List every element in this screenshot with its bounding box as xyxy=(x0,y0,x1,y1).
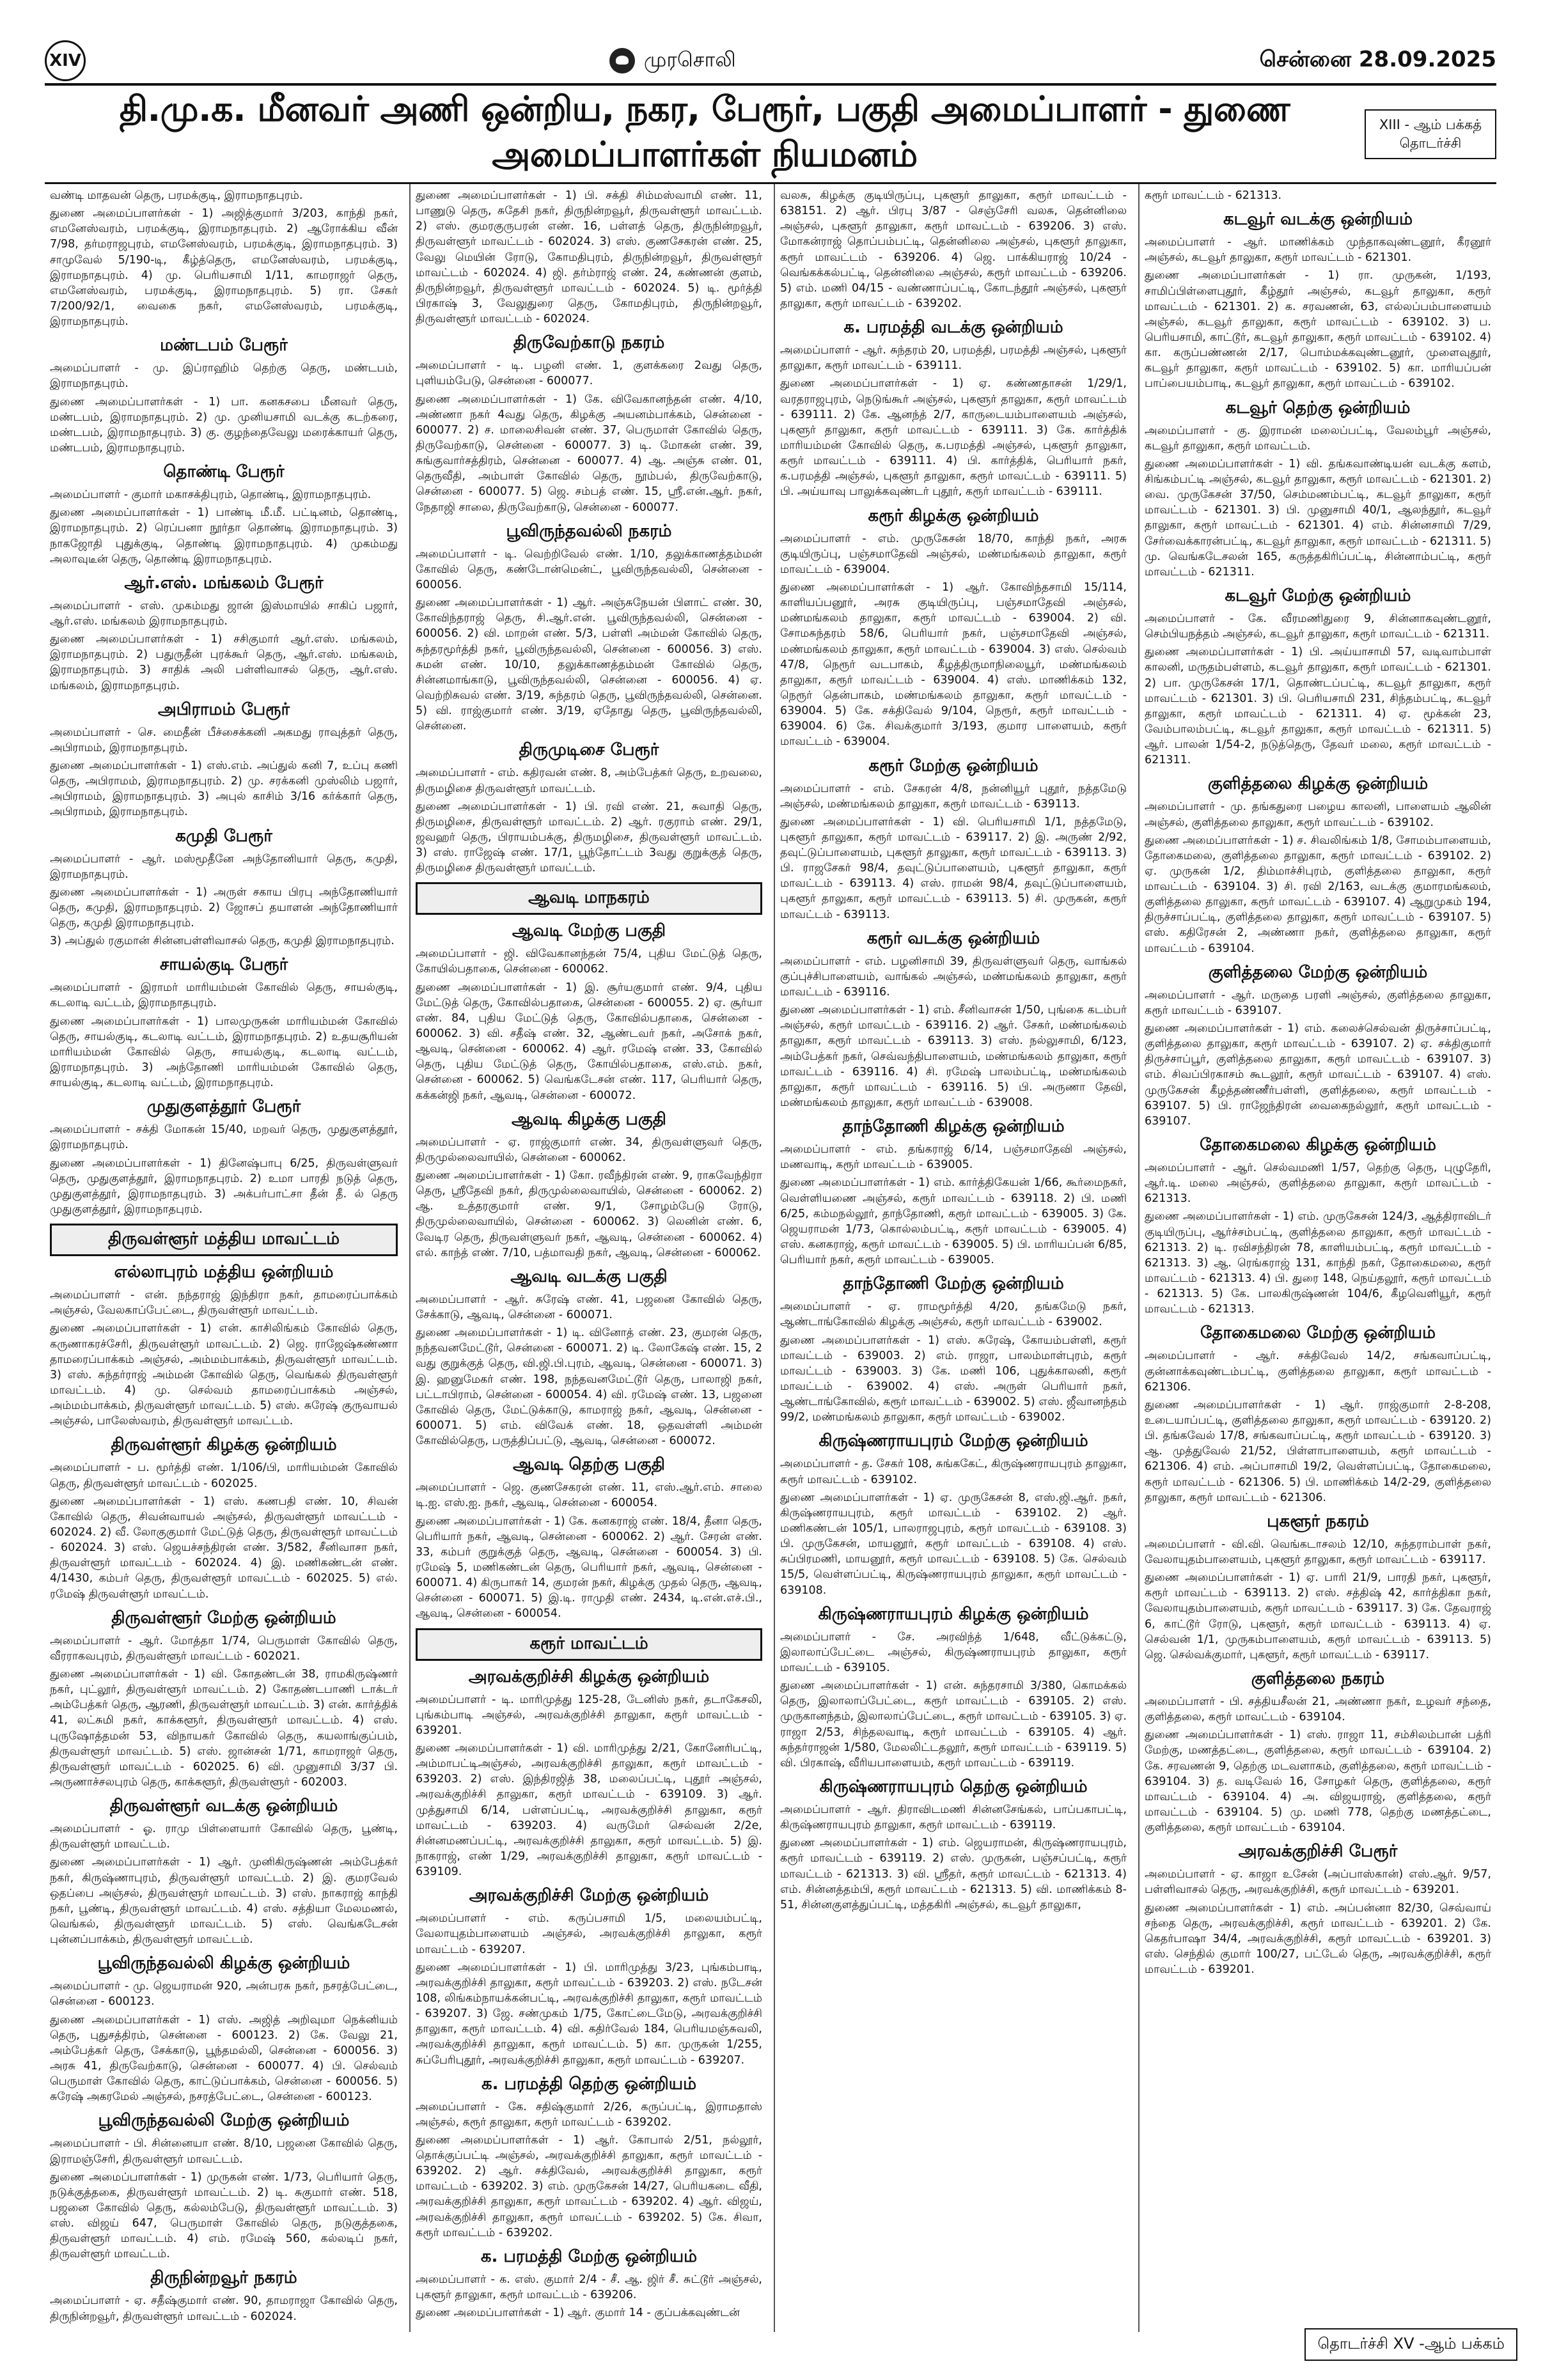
section xyxy=(780,1117,1127,1268)
appointment-paragraph: அமைப்பாளர் - மு. இப்ராஹிம் தெற்கு தெரு, மண்டபம், இராமநாதபுரம். xyxy=(50,362,398,391)
section xyxy=(50,1796,398,1947)
appointment-paragraph: துணை அமைப்பாளர்கள் - 1) பி. ரவி எண். 21, சுவாதி தெரு, திருமழிசை, திருவள்ளூர் மாவட்டம். 2) ஆர். ரகுராம் எண். 29/1, ஜவஹர் தெரு, பிராயம்பக்கு, திருமழிசை, திருவள்ளூர் மாவட்டம். 3) எஸ். ராஜேஷ் எண். 17/1, பூந்தோட்டம் 3வது குறுக்குத் தெரு, திருமழிசை திருவள்ளூர் மாவட்டம். xyxy=(416,800,762,875)
section-heading: முதுகுளத்தூர் பேரூர் xyxy=(146,1097,301,1117)
appointment-paragraph: அமைப்பாளர் - ஆர். மருதை பரளி அஞ்சல், குளித்தலை தாலுகா, கரூர் மாவட்டம் - 639107. xyxy=(1145,988,1491,1017)
section xyxy=(416,522,762,735)
appointment-paragraph: அமைப்பாளர் - ஓ. ராமு பிள்ளையார் கோவில் தெரு, பூண்டி, திருவள்ளூர் மாவட்டம். xyxy=(50,1823,398,1851)
appointment-paragraph: துணை அமைப்பாளர்கள் - 1) வி. பெரியசாமி 1/1, நத்தமேடு, புகளூர் தாலுகா, கரூர் மாவட்டம் - 639117. 2) இ. அருண் 2/92, தவுட்டுப்பாளையம், புகளூர் தாலுகா, கரூர் மாவட்டம் - 639113. 3) பி. ராஜசேகர் 98/4, தவுட்டுப்பாளையம், புகளூர் தாலுகா, கரூர் மாவட்டம் - 639113. 4) எஸ். ராமன் 98/4, தவுட்டுப்பாளையம், புகளூர் தாலுகா, கரூர் மாவட்டம் - 639113. 5) சி. முருகன், கரூர் மாவட்டம் - 639113. xyxy=(780,815,1127,921)
article-columns xyxy=(45,182,1496,2332)
appointment-paragraph: துணை அமைப்பாளர்கள் - 1) ஆர். முனிகிருஷ்ணன் அம்பேத்கர் நகர், கிருஷ்ணாபுரம், திருவள்ளூர் மாவட்டம். 2) இ. குமரவேல் ஒதப்பை அஞ்சல், திருவள்ளூர் மாவட்டம். 3) எஸ். நாகராஜ் காந்தி நகர், பூண்டி, திருவள்ளூர் மாவட்டம். 4) எஸ். சத்தியா மேலமணல், வெங்கல், திருவள்ளூர் மாவட்டம். 5) எஸ். வெங்கடேசன் புன்னப்பாக்கம், திருவள்ளூர் மாவட்டம். xyxy=(50,1856,398,1947)
appointment-paragraph: துணை அமைப்பாளர்கள் - 1) ஆர். அஞ்சுநேயன் பிளாட் எண். 30, கோவிந்தராஜ் தெரு, சி.ஆர்.என். பூவிருந்தவல்லி, சென்னை - 600056. 2) வி. மாறன் எண். 5/3, பள்ளி அம்மன் கோவில் தெரு, சுந்தரமூர்த்தி நகர், பூவிருந்தவல்லி, சென்னை - 600056. 3) எஸ். சுமன் எண். 10/10, தலுக்காணத்தம்மன் கோவில் தெரு, சின்னமாங்காடு, பூவிருந்தவல்லி, சென்னை - 600056. 4) ஏ. வெற்றிசுவல் எண். 3/19, சுந்தரம் தெரு, பூவிருந்தவல்லி, சென்னை. 5) வி. ராஜ்குமார் எண். 3/19, ஏதோது தெரு, பூவிருந்தவல்லி, சென்னை. xyxy=(416,596,762,733)
section-heading: கமுதி பேரூர் xyxy=(175,826,272,846)
section-heading: எல்லாபுரம் மத்திய ஒன்றியம் xyxy=(114,1263,334,1282)
appointment-paragraph: அமைப்பாளர் - ஜி. விவேகானந்தன் 75/4, புதிய மேட்டுத் தெரு, கோயில்பதாகை, சென்னை - 600062. xyxy=(416,947,762,976)
appointment-paragraph: அமைப்பாளர் - மு. ஜெயராமன் 920, அன்பரசு நகர், நசரத்பேட்டை, சென்னை - 600123. xyxy=(50,1980,398,2009)
section-heading: திருவேற்காடு நகரம் xyxy=(513,333,665,353)
column-3 xyxy=(774,184,1132,2332)
section-heading: சாயல்குடி பேரூர் xyxy=(159,955,288,975)
section-heading: ஆவடி கிழக்கு பகுதி xyxy=(512,1109,666,1129)
section xyxy=(416,1267,762,1449)
section-heading: ஆவடி மேற்கு பகுதி xyxy=(512,921,666,941)
section xyxy=(1145,1669,1491,1835)
section xyxy=(780,1274,1127,1425)
section xyxy=(1145,963,1491,1129)
appointment-paragraph: துணை அமைப்பாளர்கள் - 1) அஜித்குமார் 3/203, காந்தி நகர், எமனேஸ்வரம், பரமக்குடி, இராமநாதபுரம். 2) ஆரோக்கிய வீன் 7/98, தர்மராஜபுரம், எமனேஸ்வரம், பரமக்குடி, இராமநாதபுரம். 3) சாமுவேல் 5/190-டி, கீழ்த்தெரு, எமனேஸ்வரம், பரமக்குடி, இராமநாதபுரம். 4) மு. பெரியசாமி 1/11, காமராஜர் தெரு, எமனேஸ்வரம், பரமக்குடி, இராமநாதபுரம். 5) ரா. சேகர் 7/200/92/1, வைகை நகர், எமனேஸ்வரம், பரமக்குடி, இராமநாதபுரம். xyxy=(50,207,398,329)
section-heading: தாந்தோணி மேற்கு ஒன்றியம் xyxy=(843,1274,1064,1294)
appointment-paragraph: அமைப்பாளர் - ஆர். செல்வமணி 1/57, தெற்கு தெரு, புழுதேரி, ஆர்.டி. மலை அஞ்சல், குளித்தலை தாலுகா, கரூர் மாவட்டம் - 621313. xyxy=(1145,1162,1491,1206)
section xyxy=(50,2268,398,2324)
headline: தி.மு.க. மீனவர் அணி ஒன்றிய, நகர, பேரூர், பகுதி அமைப்பாளர் - துணை அமைப்பாளர்கள் நியமனம் xyxy=(119,89,1290,175)
appointment-paragraph: துணை அமைப்பாளர்கள் - 1) இ. சூர்யகுமார் எண். 9/4, புதிய மேட்டுத் தெரு, கோவில்பதாகை, சென்னை - 600055. 2) ஏ. சூர்யா எண். 84, புதிய மேட்டுத் தெரு, கோவில்பதாகை, சென்னை - 600062. 3) வி. சதீஷ் எண். 32, ஆண்டவர் நகர், அசோக் நகர், ஆவடி, சென்னை - 600062. 4) ஆர். ரமேஷ் எண். 33, கோவில் தெரு, புதிய மேட்டுத் தெரு, கோயில்பதாகை, எஸ்.எம். நகர், சென்னை - 600062. 5) வெங்கடேசன் எண். 117, பெரியார் தெரு, கக்கன்ஜி நகர், ஆவடி, சென்னை - 600072. xyxy=(416,981,762,1102)
section-heading: தாந்தோணி கிழக்கு ஒன்றியம் xyxy=(842,1117,1065,1137)
district-heading: கரூர் மாவட்டம் xyxy=(416,1628,762,1661)
appointment-paragraph: அமைப்பாளர் - டி. வெற்றிவேல் எண். 1/10, தலுக்காணத்தம்மன் கோவில் தெரு, கண்டோன்மென்ட், பூவிருந்தவல்லி, சென்னை - 600056. xyxy=(416,547,762,591)
section xyxy=(416,188,762,327)
section xyxy=(50,1097,398,1217)
appointment-paragraph: துணை அமைப்பாளர்கள் - 1) கே. விவேகானந்தன் எண். 4/10, அண்ணா நகர் 4வது தெரு, கிழக்கு அயனம்பாக்கம், சென்னை - 600077. 2) ச. மாலைசிவன் எண். 37, பெருமாள் கோவில் தெரு, திருவேற்காடு, சென்னை - 600077. 3) டி. மோகன் எண். 39, சுங்குவார்சத்திரம், சென்னை - 600077. 4) ஆ. அஞ்சு எண். 01, தெருவீதி, அம்பாள் கோவில் தெரு, நூம்பல், திருவேற்காடு, சென்னை - 600077. 5) ஜெ. சம்பத் எண். 15, ஸ்ரீ.என்.ஆர். நகர், நேதாஜி சாலை, திருவேற்காடு, சென்னை - 600077. xyxy=(416,393,762,514)
appointment-paragraph: துணை அமைப்பாளர்கள் - 1) ஏ. முருகேசன் 8, எஸ்.ஜி.ஆர். நகர், கிருஷ்ணராயபுரம், கரூர் மாவட்டம் - 639102. 2) ஆர். மணிகண்டன் 105/1, பாலராஜபுரம், கரூர் மாவட்டம் - 639108. 3) பி. முருகேசன், மாயனூர், கரூர் மாவட்டம் - 639108. 4) எஸ். சுப்பிரமணி, மாயனூர், கரூர் மாவட்டம் - 639108. 5) கே. செல்வம் 15/5, வெள்ளப்பட்டி, கிருஷ்ணராயபுரம் தாலுகா, கரூர் மாவட்டம் - 639108. xyxy=(780,1491,1127,1597)
appointment-paragraph: துணை அமைப்பாளர்கள் - 1) வி. தங்கவாண்டியன் வடக்கு களம், சிங்கம்பட்டி அஞ்சல், கடவூர் தாலுகா, கரூர் மாவட்டம் - 621301. 2) வை. முருகேசன் 37/50, செம்மணம்பட்டி, கடவூர் தாலுகா, கரூர் மாவட்டம் - 621301. 3) பி. முனுசாமி 40/1, ஆலந்தூர், கடவூர் தாலுகா, கரூர் மாவட்டம் - 621301. 4) எம். சின்னசாமி 7/29, சேர்வைக்காரன்பட்டி, கடவூர் தாலுகா, கரூர் மாவட்டம் - 621311. 5) மு. வெங்கடேசலன் 165, கருத்தகிரிப்பட்டி, சின்னாம்பட்டி, கரூர் மாவட்டம் - 621311. xyxy=(1145,457,1491,579)
appointment-paragraph: துணை அமைப்பாளர்கள் - 1) எஸ். அஜித் அறிவுமா நெக்னியம் தெரு, புதுசத்திரம், சென்னை - 600123. 2) கே. வேலு 21, அம்பேத்கர் தெரு, சேக்காடு, பூந்தமல்லி, சென்னை - 600056. 3) அரசு 41, திருவேற்காடு, சென்னை - 600077. 4) பி. செல்வம் பெருமாள் கோவில் தெரு, காட்டுப்பாக்கம், சென்னை - 600056. 5) சுரேஷ் அகரமேல் அஞ்சல், நசரத்பேட்டை, சென்னை - 600123. xyxy=(50,2013,398,2104)
appointment-paragraph: அமைப்பாளர் - ஏ. சதீஷ்குமார் எண். 90, தாமராஜா கோவில் தெரு, திருநின்றவூர், திருவள்ளூர் மாவட்டம் - 602024. xyxy=(50,2294,398,2323)
appointment-paragraph: துணை அமைப்பாளர்கள் - 1) எம். அப்பன்னா 82/30, செவ்வாய் சந்தை தெரு, அரவக்குறிச்சி, கரூர் மாவட்டம் - 639201. 2) கே. கெதர்பாஷா 34/4, அரவக்குறிச்சி, கரூர் மாவட்டம் - 639201. 3) எஸ். செந்தில் குமார் 100/27, பட்டேல் தெரு, அரவக்குறிச்சி, கரூர் மாவட்டம் - 639201. xyxy=(1145,1901,1491,1977)
section-heading: தோகைமலை கிழக்கு ஒன்றியம் xyxy=(1200,1135,1436,1155)
section-heading: அபிராமம் பேரூர் xyxy=(157,699,290,719)
section xyxy=(1145,1135,1491,1317)
section xyxy=(416,882,762,915)
section xyxy=(780,929,1127,1110)
appointment-paragraph: துணை அமைப்பாளர்கள் - 1) பா. கனகசபை மீனவர் தெரு, மண்டபம், இராமநாதபுரம். 2) மு. முனியசாமி வடக்கு கடற்கரை, மண்டபம், இராமநாதபுரம். 3) கு. குழந்தைவேலு மரைக்காயர் தெரு, மண்டபம், இராமநாதபுரம். xyxy=(50,395,398,455)
section xyxy=(416,1886,762,2067)
section-heading: தொண்டி பேரூர் xyxy=(163,462,285,482)
section xyxy=(50,827,398,949)
appointment-paragraph: துணை அமைப்பாளர்கள் - 1) ஆர். கோவிந்தசாமி 15/114, காளியப்பனூர், அரசு குடியிருப்பு, பஞ்சமாதேவி அஞ்சல், மண்மங்கலம் தாலுகா, கரூர் மாவட்டம் - 639004. 2) வி. சோமசுந்தரம் 58/6, பெரியார் நகர், பஞ்சமாதேவி அஞ்சல், மண்மங்கலம் தாலுகா, கரூர் மாவட்டம் - 639004. 3) எஸ். செல்வம் 47/8, நெரூர் வடபாகம், கீழத்திருமாநிலையூர், மண்மங்கலம் தாலுகா, கரூர் மாவட்டம் - 639004. 4) எஸ். மாணிக்கம் 132, நெரூர் தென்பாகம், மண்மங்கலம் தாலுகா, கரூர் மாவட்டம் - 639004. 5) கே. சக்திவேல் 9/104, நெரூர், கரூர் மாவட்டம் - 639004. 6) கே. சிவக்குமார் 3/193, குமார பாளையம், கரூர் மாவட்டம் - 639004. xyxy=(780,580,1127,749)
appointment-paragraph: துணை அமைப்பாளர்கள் - 1) பாண்டி மீ.மீ. பட்டினம், தொண்டி, இராமநாதபுரம். 2) ரெப்பனா நூர்தா தொண்டி இராமநாதபுரம். 3) நாகஜோதி புதுக்குடி, தொண்டி இராமநாதபுரம். 4) முகம்மது அலாவுடீன் தெரு, தொண்டி இராமநாதபுரம். xyxy=(50,506,398,566)
appointment-paragraph: அமைப்பாளர் - எம். சேகரன் 4/8, நன்னியூர் புதூர், நத்தமேடு அஞ்சல், மண்மங்கலம் தாலுகா, கரூர் மாவட்டம் - 639113. xyxy=(780,782,1127,811)
section-heading: திருமுடிசை பேரூர் xyxy=(519,740,659,760)
section xyxy=(780,506,1127,750)
appointment-paragraph: 3) அப்துல் ரகுமான் சின்னபள்ளிவாசல் தெரு, கமுதி இராமநாதபுரம். xyxy=(50,935,395,948)
appointment-paragraph: துணை அமைப்பாளர்கள் - 1) எம். ஜெயராமன், கிருஷ்ணராயபுரம், கரூர் மாவட்டம் - 639119. 2) எஸ். முருகன், பஞ்சப்பட்டி, கரூர் மாவட்டம் - 621313. 3) வி. ஸ்ரீதர், கரூர் மாவட்டம் - 621313. 4) எம். சின்னத்தம்பி, கரூர் மாவட்டம் - 621313. 5) வி. மாணிக்கம் 8-51, சின்னகுளத்துப்பட்டி, மத்தகிரி அஞ்சல், கடவூர் தாலுகா, xyxy=(780,1837,1127,1911)
headline-banner xyxy=(45,89,1496,175)
appointment-paragraph: துணை அமைப்பாளர்கள் - 1) அருள் சகாய பிரபு அந்தோணியார் தெரு, கமுதி, இராமநாதபுரம். 2) ஜோசப் தயாளன் அந்தோணியார் தெரு, கமுதி இராமநாதபுரம். xyxy=(50,885,398,930)
section xyxy=(1145,1512,1491,1663)
appointment-paragraph: துணை அமைப்பாளர்கள் - 1) ஏ. பாரி 21/9, பாரதி நகர், புகளூர், கரூர் மாவட்டம் - 639113. 2) எஸ். சத்திஷ் 42, கார்த்திகா நகர், வேலாயுதம்பாளையம், கரூர் மாவட்டம் - 639117. 3) கே. தேவராஜ் 6, காட்டூர் ரோடு, புகளூர், கரூர் மாவட்டம் - 639113. 4) ஏ. செல்வன் 1/1, முருகம்பாளையம், கரூர் மாவட்டம் - 639113. 5) ஜெ. செல்வக்குமார், புகளூர், கரூர் மாவட்டம் - 639117. xyxy=(1145,1571,1491,1661)
appointment-paragraph: அமைப்பாளர் - ஏ. ராமமூர்த்தி 4/20, தங்கமேடு நகர், ஆண்டாங்கோவில் கிழக்கு அஞ்சல், கரூர் மாவட்டம் - 639002. xyxy=(780,1300,1127,1329)
section-heading: அரவக்குறிச்சி கிழக்கு ஒன்றியம் xyxy=(468,1667,710,1686)
appointment-paragraph: அமைப்பாளர் - எம். முருகேசன் 18/70, காந்தி நகர், அரசு குடியிருப்பு, பஞ்சமாதேவி அஞ்சல், மண்மங்கலம் தாலுகா, கரூர் மாவட்டம் - 639004. xyxy=(780,532,1127,576)
appointment-paragraph: துணை அமைப்பாளர்கள் - 1) டி. வினோத் எண். 23, குமரன் தெரு, நந்தவனமேட்டூர், சென்னை - 600071. 2) டி. லோகேஷ் எண். 15, 2 வது குறுக்குத் தெரு, வி.ஜி.பி.புரம், ஆவடி, சென்னை - 600071. 3) இ. ஹனுமேகர் எண். 198, நந்தவனமேட்டூர் தெரு, பாலாஜி நகர், பட்டாபிராம், சென்னை - 600054. 4) வி. ரமேஷ் எண். 13, பஜனை கோவில் தெரு, மேட்டுக்காடு, காமராஜ் நகர், ஆவடி, சென்னை - 600071. 5) எம். விவேக் எண். 18, ஒதவள்ளி அம்மன் கோவில்தெரு, பருத்திப்பட்டு, ஆவடி, சென்னை - 600072. xyxy=(416,1326,762,1448)
appointment-paragraph: அமைப்பாளர் - பி. சின்னையா எண். 8/10, பஜனை கோவில் தெரு, இராமஞ்சேரி, திருவள்ளூர் மாவட்டம். xyxy=(50,2137,398,2166)
section xyxy=(50,2111,398,2262)
section-heading: ஆர்.எஸ். மங்கலம் பேரூர் xyxy=(124,573,324,593)
section-heading: பூவிருந்தவல்லி கிழக்கு ஒன்றியம் xyxy=(97,1954,350,1973)
section-heading: மண்டபம் பேரூர் xyxy=(160,336,288,355)
section xyxy=(416,2247,762,2321)
section xyxy=(50,955,398,1091)
section-heading: க. பரமத்தி தெற்கு ஒன்றியம் xyxy=(481,2074,696,2094)
appointment-paragraph: அமைப்பாளர் - எம். தங்கராஜ் 6/14, பஞ்சமாதேவி அஞ்சல், மணவாடி, கரூர் மாவட்டம் - 639005. xyxy=(780,1143,1127,1172)
appointment-paragraph: துணை அமைப்பாளர்கள் - 1) ரா. முருகன், 1/193, சாமிப்பிள்ளைபுதூர், கீழ்தூர் அஞ்சல், கடவூர் தாலுகா, கரூர் மாவட்டம் - 621301. 2) க. சரவணன், 63, எல்லப்பம்பாளையம் அஞ்சல், கடவூர் தாலுகா, கரூர் மாவட்டம் - 639102. 3) ப. பெரியசாமி, காட்டூர், கடவூர் தாலுகா, கரூர் மாவட்டம் - 639102. 4) கா. கருப்பண்ணன் 2/17, பொம்மக்கவுண்டனூர், முளைவுதூர், கடவூர் தாலுகா, கரூர் மாவட்டம் - 639102. 5) கா. மாரியப்பன் பாப்பையம்பாடி, கடவூர் தாலுகா, கரூர் மாவட்டம் - 639102. xyxy=(1145,269,1491,391)
section-heading: பூவிருந்தவல்லி நகரம் xyxy=(506,521,672,541)
section-heading: கிருஷ்ணராயபுரம் கிழக்கு ஒன்றியம் xyxy=(818,1604,1089,1624)
appointment-paragraph: துணை அமைப்பாளர்கள் - 1) எஸ். கணபதி எண். 10, சிவன் கோவில் தெரு, சிவன்வாயல் அஞ்சல், திருவள்ளூர் மாவட்டம் - 602024. 2) வீ. லோகுகுமார் மேட்டுத் தெரு, திருவள்ளூர் மாவட்டம் - 602024. 3) எஸ். ஜெயச்சந்திரன் எண். 3/582, சீனிவாசா நகர், திருவள்ளூர் மாவட்டம் - 602024. 4) இ. மணிகண்டன் எண். 4/1430, கம்பர் தெரு, திருவள்ளூர் மாவட்டம் - 602025. 5) எல். ரமேஷ் திருவள்ளூர் மாவட்டம். xyxy=(50,1495,398,1601)
paper-name: முரசொலி xyxy=(643,47,736,72)
section xyxy=(50,188,398,329)
appointment-paragraph: துணை அமைப்பாளர்கள் - 1) என். காசிலிங்கம் கோவில் தெரு, கருணாகரச்சேரி, திருவள்ளூர் மாவட்டம். 2) ஜெ. ராஜேஷ்கண்ணா தாமரைப்பாக்கம் அஞ்சல், அம்மம்பாக்கம், திருவள்ளூர் மாவட்டம். 3) எஸ். சுந்தர்ராஜ் அம்மன் கோவில் தெரு, வெங்கல் திருவள்ளூர் மாவட்டம். 4) மு. செல்வம் தாமரைப்பாக்கம் அஞ்சல், அம்மம்பாக்கம், திருவள்ளூர் மாவட்டம். 5) எஸ். சுரேஷ் குருவாயல் அஞ்சல், பாலேஸ்வரம், திருவள்ளூர் மாவட்டம். xyxy=(50,1322,398,1428)
appointment-paragraph: வண்டி மாதவன் தெரு, பரமக்குடி, இராமநாதபுரம். xyxy=(50,189,303,202)
appointment-paragraph: துணை அமைப்பாளர்கள் - 1) எஸ். ராஜா 11, சம்சிலம்பான் பத்ரி மேற்கு, மணத்தட்டை, குளித்தலை, கரூர் மாவட்டம் - 639104. 2) கே. சரவணன் 9, தெற்கு மடவளாகம், குளித்தலை, கரூர் மாவட்டம் - 639104. 3) த. வடிவேல் 16, சோழகர் தெரு, குளித்தலை, கரூர் மாவட்டம் - 639104. 4) அ. விஜயராஜ், குளித்தலை, கரூர் மாவட்டம் - 639104. 5) மு. மணி 778, தெற்கு மணத்தட்டை, குளித்தலை, கரூர் மாவட்டம் - 639104. xyxy=(1145,1729,1491,1835)
section-heading: அரவக்குறிச்சி பேரூர் xyxy=(1238,1842,1398,1862)
masthead xyxy=(86,47,1260,74)
section xyxy=(50,573,398,694)
appointment-paragraph: அமைப்பாளர் - சே. அரவிந்த் 1/648, வீட்டுக்கட்டு, இலாலாப்பேட்டை அஞ்சல், கிருஷ்ணராயபுரம் தாலுகா, கரூர் மாவட்டம் - 639105. xyxy=(780,1630,1127,1674)
appointment-paragraph: துணை அமைப்பாளர்கள் - 1) எம். முருகேசன் 124/3, ஆத்திராவிடர் குடியிருப்பு, ஆர்ச்சம்பட்டி, குளித்தலை தாலுகா, கரூர் மாவட்டம் - 621313. 2) டி. ரவிசந்திரன் 78, காளியம்பட்டி, கரூர் மாவட்டம் - 621313. 3) ஆ. ரெங்கராஜ் 131, காந்தி நகர், தோகைமலை, கரூர் மாவட்டம் - 621313. 4) பி. துரை 148, நெய்தலூர், கரூர் மாவட்டம் - 621313. 5) கே. பாலகிருஷ்ணன் 104/6, கீழவெளியூர், கரூர் மாவட்டம் - 621313. xyxy=(1145,1210,1491,1316)
appointment-paragraph: அமைப்பாளர் - ஆர். சுரேஷ் எண். 41, பஜனை கோவில் தெரு, சேக்காடு, ஆவடி, சென்னை - 600071. xyxy=(416,1293,762,1322)
appointment-paragraph: துணை அமைப்பாளர்கள் - 1) பி. அய்யாசாமி 57, வடிவாம்பாள் காலனி, மருதம்பள்ளம், கடவூர் தாலுகா, கரூர் மாவட்டம் - 621301. 2) பா. முருகேசன் 17/1, தொண்டப்பட்டி, கடவூர் தாலுகா, கரூர் மாவட்டம் - 621301. 3) பி. பெரியசாமி 231, சிந்தம்பட்டி, கடவூர் தாலுகா, கரூர் மாவட்டம் - 621311. 4) ஏ. மூக்கன் 23, வேம்பாலம்பட்டி, கடவூர் தாலுகா, கரூர் மாவட்டம் - 621311. 5) ஆர். பாலன் 1/54-2, நடுத்தெரு, தேவர் மலை, கரூர் மாவட்டம் - 621311. xyxy=(1145,646,1491,767)
appointment-paragraph: வலசு, கிழக்கு குடியிருப்பு, புகளூர் தாலுகா, கரூர் மாவட்டம் - 638151. 2) ஆர். பிரபு 3/87 - செஞ்சேரி வலசு, தென்னிலை அஞ்சல், புகளூர் தாலுகா, கரூர் மாவட்டம் - 639206. 3) எஸ். மோகன்ராஜ் தொப்பம்பட்டி, தென்னிலை அஞ்சல், புகளூர் தாலுகா, கரூர் மாவட்டம் - 639206. 4) ஜெ. பாக்கியராஜ் 10/24 - வெங்கக்கல்பட்டி, தென்னிலை அஞ்சல், கரூர் மாவட்டம் - 639206. 5) எம். மணி 04/15 - வண்ணாப்பட்டி, கோடந்தூர் அஞ்சல், புகளூர் தாலுகா, கரூர் மாவட்டம் - 639202. xyxy=(780,189,1127,310)
section xyxy=(780,1605,1127,1771)
section-heading: கரூர் கிழக்கு ஒன்றியம் xyxy=(868,506,1039,525)
section-heading: கிருஷ்ணராயபுரம் மேற்கு ஒன்றியம் xyxy=(818,1431,1088,1451)
appointment-paragraph: அமைப்பாளர் - மு. தங்கதுரை பழைய காலனி, பாளையம் ஆலின் அஞ்சல், குளித்தலை தாலுகா, கரூர் மாவட்டம் - 639102. xyxy=(1145,800,1491,829)
appointment-paragraph: துணை அமைப்பாளர்கள் - 1) என். சுந்தரசாமி 3/380, கொமக்கல் தெரு, இலாலாப்பேட்டை, கரூர் மாவட்டம் - 639105. 2) எஸ். முருகானந்தம், இலாலாப்பேட்டை, கரூர் மாவட்டம் - 639105. 3) ஏ. ராஜா 2/53, சிந்தலவாடி, கரூர் மாவட்டம் - 639105. 4) ஆர். சுந்தர்ராஜன் 1/580, மேலலிட்டதலூர், கரூர் மாவட்டம் - 639119. 5) வி. பிரகாஷ், வீரியபாளையம், கரூர் மாவட்டம் - 639119. xyxy=(780,1679,1127,1769)
column-1 xyxy=(45,184,403,2332)
appointment-paragraph: அமைப்பாளர் - பி. சத்தியசீலன் 21, அண்ணா நகர், உழவர் சந்தை, குளித்தலை, கரூர் மாவட்டம் - 639104. xyxy=(1145,1695,1491,1724)
appointment-paragraph: அமைப்பாளர் - வி.வி. வெங்கடாசலம் 12/10, சுந்தராம்பாள் நகர், வேலாயுதம்பாளையம், புகளூர் தாலுகா, கரூர் மாவட்டம் - 639117. xyxy=(1145,1537,1491,1566)
section-heading: ஆவடி தெற்கு பகுதி xyxy=(513,1455,665,1475)
continued-from-box: XIII - ஆம் பக்கத் தொடர்ச்சி xyxy=(1365,109,1496,160)
section-heading: குளித்தலை நகரம் xyxy=(1251,1668,1385,1688)
appointment-paragraph: அமைப்பாளர் - ஏ. காஜா உசேன் (அப்பாஸ்கான்) எஸ்.ஆர். 9/57, பள்ளிவாசல் தெரு, அரவக்குறிச்சி, கரூர் மாவட்டம் - 639201. xyxy=(1145,1868,1491,1897)
section-heading: அரவக்குறிச்சி மேற்கு ஒன்றியம் xyxy=(469,1886,709,1906)
appointment-paragraph: அமைப்பாளர் - டி. பழனி எண். 1, குளக்கரை 2வது தெரு, புளியம்பேடு, சென்னை - 600077. xyxy=(416,359,762,388)
appointment-paragraph: துணை அமைப்பாளர்கள் - 1) எஸ்.எம். அப்துல் கனி 7, உப்பு கணி தெரு, அபிராமம், இராமநாதபுரம். 2) மு. சரக்கனி முஸ்லிம் பஜார், அபிராமம், இராமநாதபுரம். 3) அபுல் காசிம் 3/16 கர்க்கார் தெரு, அபிராமம், இராமநாதபுரம். xyxy=(50,759,398,819)
section-heading: திருநின்றவூர் நகரம் xyxy=(150,2268,297,2288)
section-heading: பூவிருந்தவல்லி மேற்கு ஒன்றியம் xyxy=(98,2111,350,2131)
appointment-paragraph: துணை அமைப்பாளர்கள் - 1) ஆர். கோபால் 2/51, நல்லூர், தொக்குப்பட்டி அஞ்சல், அரவக்குறிச்சி தாலுகா, கரூர் மாவட்டம் - 639202. 2) ஆர். சக்திவேல், அரவக்குறிச்சி தாலுகா, கரூர் மாவட்டம் - 639202. 3) எம். முருகேசன் 14/27, பெரியகடை வீதி, அரவக்குறிச்சி தாலுகா, கரூர் மாவட்டம் - 639202. 4) ஆர். விஜய், அரவக்குறிச்சி தாலுகா, கரூர் மாவட்டம் - 639202. 5) கே. சிவா, கரூர் மாவட்டம் - 639202. xyxy=(416,2133,762,2239)
section xyxy=(50,1263,398,1429)
section xyxy=(416,333,762,515)
section xyxy=(416,2074,762,2241)
appointment-paragraph: அமைப்பாளர் - குமார் மகாசக்திபுரம், தொண்டி, இராமநாதபுரம். xyxy=(50,488,372,502)
appointment-paragraph: அமைப்பாளர் - ஆர். திராவிடமணி சின்னசேங்கல், பாப்பகாபட்டி, கிருஷ்ணராயபுரம் தாலுகா, கரூர் மாவட்டம் - 639119. xyxy=(780,1803,1127,1832)
appointment-paragraph: துணை அமைப்பாளர்கள் - 1) வி. மாரிமுத்து 2/21, கோனேரிபட்டி, அம்மாபட்டிஅஞ்சல், அரவக்குறிச்சி தாலுகா, கரூர் மாவட்டம் - 639203. 2) எஸ். இந்திரஜித் 38, மலைப்பட்டி, புதூர் அஞ்சல், அரவக்குறிச்சி தாலுகா, கரூர் மாவட்டம் - 639109. 3) ஆர். முத்துசாமி 6/14, பள்ளப்பட்டி, அரவக்குறிச்சி தாலுகா, கரூர் மாவட்டம் - 639203. 4) வருமேர் செல்வன் 2/2e, சின்னமணப்பட்டி, அரவக்குறிச்சி தாலுகா, கரூர் மாவட்டம். 5) இ. நாகராஜ், எண் 1/29, அரவக்குறிச்சி தாலுகா, கரூர் மாவட்டம் - 639109. xyxy=(416,1741,762,1879)
section xyxy=(1145,774,1491,956)
section-heading: கடவூர் வடக்கு ஒன்றியம் xyxy=(1223,210,1413,229)
section xyxy=(50,700,398,820)
district-heading: ஆவடி மாநகரம் xyxy=(416,882,762,915)
appointment-paragraph: அமைப்பாளர் - ஏ. ராஜ்குமார் எண். 34, திருவள்ளுவர் தெரு, திருமுல்லைவாயில், சென்னை - 600062. xyxy=(416,1135,762,1164)
section-heading: குளித்தலை கிழக்கு ஒன்றியம் xyxy=(1207,774,1429,794)
appointment-paragraph: துணை அமைப்பாளர்கள் - 1) முருகன் எண். 1/73, பெரியார் தெரு, நடுக்குத்தகை, திருவள்ளூர் மாவட்டம். 2) டி. சுகுமார் எண். 518, பஜனை கோவில் தெரு, கல்லம்பேடு, திருவள்ளூர் மாவட்டம். 3) எஸ். விஜய் 647, பெருமாள் கோவில் தெரு, நடுகுத்தகை, திருவள்ளூர் மாவட்டம். 4) எம். ரமேஷ் 560, கல்லடிப் நகர், திருவள்ளூர் மாவட்டம். xyxy=(50,2170,398,2261)
section xyxy=(416,1667,762,1880)
appointment-paragraph: துணை அமைப்பாளர்கள் - 1) ஆர். ராஜ்குமார் 2-8-208, உடையாப்பட்டி, குளித்தலை தாலுகா, கரூர் மாவட்டம் - 639120. 2) பி. தங்கவேல் 17/8, சங்கவாப்பட்டி, கரூர் மாவட்டம் - 639120. 3) ஆ. முத்துவேல் 21/52, பிள்ளாபாளையம், கரூர் மாவட்டம் - 621306. 4) எம். அப்பாசாமி 19/2, வெள்ளப்பட்டி, தோகைமலை, கரூர் மாவட்டம் - 621306. 5) பி. மாணிக்கம் 14/2-29, குளித்தலை தாலுகா, கரூர் மாவட்டம் - 621306. xyxy=(1145,1398,1491,1504)
appointment-paragraph: அமைப்பாளர் - கு. இராமன் மலைப்பட்டி, வேலம்பூர் அஞ்சல், கடவூர் தாலுகா, கரூர் மாவட்டம். xyxy=(1145,424,1491,453)
section xyxy=(1145,210,1491,391)
section xyxy=(1145,586,1491,768)
section xyxy=(780,188,1127,311)
section xyxy=(1145,1323,1491,1505)
elephant-logo-icon xyxy=(609,48,635,74)
appointment-paragraph: அமைப்பாளர் - கே. சதிஷ்குமார் 2/26, கருப்பட்டி, இராமதாஸ் அஞ்சல், கரூர் தாலுகா, கரூர் மாவட்டம் - 639202. xyxy=(416,2100,762,2129)
appointment-paragraph: அமைப்பாளர் - கே. வீரமணிதுரை 9, சின்னாகவுண்டனூர், செம்பியநத்தம் அஞ்சல், கடவூர் தாலுகா, கரூர் மாவட்டம் - 621311. xyxy=(1145,612,1491,641)
appointment-paragraph: துணை அமைப்பாளர்கள் - 1) எம். கார்த்திகேயன் 1/66, கூர்மைநகர், வெள்ளியணை அஞ்சல், கரூர் மாவட்டம் - 639118. 2) பி. மணி 6/25, கம்மநல்லூர், தாந்தோணி, கரூர் மாவட்டம் - 639005. 3) கே. ஜெயராமன் 1/73, கொல்லம்பட்டி, கரூர் மாவட்டம் - 639005. 4) எஸ். கனகராஜ், கரூர் மாவட்டம் - 639005. 5) பி. மாரியப்பன் 6/85, பெரியார் நகர், கரூர் மாவட்டம் - 639005. xyxy=(780,1176,1127,1267)
section xyxy=(780,1777,1127,1913)
appointment-paragraph: அமைப்பாளர் - என். நந்தராஜ் இந்திரா நகர், தாமரைப்பாக்கம் அஞ்சல், வேலகாப்பேட்டை, திருவள்ளூர் மாவட்டம். xyxy=(50,1289,398,1318)
appointment-paragraph: துணை அமைப்பாளர்கள் - 1) கே. கனகராஜ் எண். 18/4, தீனா தெரு, பெரியார் நகர், ஆவடி, சென்னை - 600062. 2) ஆர். சேரன் எண். 33, கம்பர் குறுக்குத் தெரு, ஆவடி, சென்னை - 600054. 3) பி. ரமேஷ் 5, மணிகண்டன் தெரு, பெரியார் நகர், ஆவடி, சென்னை - 600071. 4) கிருபாகர் 14, குமரன் நகர், கிழக்கு முதல் தெரு, ஆவடி, சென்னை - 600071. 5) இ.டி. ராமுதி எண். 2434, டி.என்.எச்.பி., ஆவடி, சென்னை - 600054. xyxy=(416,1514,762,1621)
section xyxy=(780,1431,1127,1598)
column-2 xyxy=(409,184,767,2332)
section-heading: கடவூர் தெற்கு ஒன்றியம் xyxy=(1225,398,1411,417)
section-heading: திருவள்ளூர் கிழக்கு ஒன்றியம் xyxy=(111,1435,337,1455)
appointment-paragraph: அமைப்பாளர் - எம். கருப்பசாமி 1/5, மலையம்பட்டி, வேலாயுதம்பாளையம் அஞ்சல், அரவக்குறிச்சி தாலுகா, கரூர் மாவட்டம் - 639207. xyxy=(416,1912,762,1956)
appointment-paragraph: துணை அமைப்பாளர்கள் - 1) தினேஷ்பாபு 6/25, திருவள்ளுவர் தெரு, முதுகுளத்தூர், இராமநாதபுரம். 2) உமா பாரதி நடுத் தெரு, முதுகுளத்தூர், இராமநாதபுரம். 3) அக்பர்பாட்சா தீன் தீ. ல் தெரு முதுகுளத்தூர், இராமநாதபுரம். xyxy=(50,1156,398,1217)
section-heading: குளித்தலை மேற்கு ஒன்றியம் xyxy=(1208,962,1428,982)
appointment-paragraph: அமைப்பாளர் - ஆர். சுந்தரம் 20, பரமத்தி, பரமத்தி அஞ்சல், புகளூர் தாலுகா, கரூர் மாவட்டம் - 639111. xyxy=(780,344,1127,373)
section-heading: கிருஷ்ணராயபுரம் தெற்கு ஒன்றியம் xyxy=(819,1777,1088,1796)
appointment-paragraph: துணை அமைப்பாளர்கள் - 1) பி. மாரிமுத்து 3/23, புங்கம்பாடி, அரவக்குறிச்சி தாலுகா, கரூர் மாவட்டம் - 639203. 2) எஸ். நடேசன் 108, லிங்கம்நாயக்கன்பட்டி, அரவக்குறிச்சி தாலுகா, கரூர் மாவட்டம் - 639207. 3) ஜே. சண்முகம் 1/75, கோட்டைமேடு, அரவக்குறிச்சி தாலுகா, கரூர் மாவட்டம். 4) வி. கதிர்வேல் 184, பெரியமஞ்சுவலி, அரவக்குறிச்சி தாலுகா, கரூர் மாவட்டம். 5) கா. முருகன் 1/255, சுப்பேரிபுதூர், அரவக்குறிச்சி தாலுகா, கரூர் மாவட்டம் - 639207. xyxy=(416,1961,762,2067)
section xyxy=(50,1435,398,1601)
appointment-paragraph: துணை அமைப்பாளர்கள் - 1) பி. சக்தி சிம்மஸ்வாமி எண். 11, பாணுடு தெரு, சுதேசி நகர், திருநின்றவூர், திருவள்ளூர் மாவட்டம். 2) எஸ். குமரகுருபரன் எண். 16, பள்ளத் தெரு, திருநின்றவூர், திருவள்ளூர் மாவட்டம் - 602024. 3) எஸ். குணசேகரன் எண். 25, வேலு மெயின் ரோடு, கோமதிபுரம், திருநின்றவூர், திருவள்ளூர் மாவட்டம் - 602024. 4) ஜி. தர்ம்ராஜ் எண். 24, கண்ணன் குளம், திருநின்றவூர், திருவள்ளூர் மாவட்டம் - 602024. 5) டி. மூர்த்தி பிரகாஷ் 3, வேலுதுரை தெரு, கோமதிபுரம், திருநின்றவூர், திருவள்ளூர் மாவட்டம் - 602024. xyxy=(416,189,762,326)
section xyxy=(780,756,1127,922)
district-heading: திருவள்ளூர் மத்திய மாவட்டம் xyxy=(50,1224,398,1256)
appointment-paragraph: அமைப்பாளர் - ஆர். சக்திவேல் 14/2, சங்கவாப்பட்டி, குன்னாக்கவுண்டம்பட்டி, குளித்தலை தாலுகா, கரூர் மாவட்டம் - 621306. xyxy=(1145,1349,1491,1394)
appointment-paragraph: துணை அமைப்பாளர்கள் - 1) ஏ. கண்ணதாசன் 1/29/1, வரதராஜபுரம், நெடுங்கூர் அஞ்சல், புகளூர் தாலுகா, கரூர் மாவட்டம் - 639111. 2) கே. ஆனந்த் 2/7, காருடையம்பாளையம் அஞ்சல், புகளூர் தாலுகா, கரூர் மாவட்டம் - 639111. 3) கே. கார்த்திக் மாரியம்மன் கோவில் தெரு, க.பரமத்தி அஞ்சல், புகளூர் தாலுகா, கரூர் மாவட்டம் - 639111. 4) பி. கார்த்திக், பெரியார் நகர், க.பரமத்தி அஞ்சல், புகளூர் தாலுகா, கரூர் மாவட்டம் - 639111. 5) பி. அய்யாவு பாலுக்கவுண்டர் புதூர், கரூர் மாவட்டம் - 639111. xyxy=(780,377,1127,499)
page-header xyxy=(45,38,1496,86)
appointment-paragraph: அமைப்பாளர் - செ. மைதீன் பீச்சைக்கனி அகமது ராவுத்தர் தெரு, அபிராமம், இராமநாதபுரம். xyxy=(50,726,398,754)
section-heading: கடவூர் மேற்கு ஒன்றியம் xyxy=(1225,586,1411,605)
appointment-paragraph: துணை அமைப்பாளர்கள் - 1) எஸ். சுரேஷ், கோயம்பள்ளி, கரூர் மாவட்டம் - 639003. 2) எம். ராஜா, பாலம்மாள்புரம், கரூர் மாவட்டம் - 639003. 3) கே. மணி 106, புதுக்காலனி, கரூர் மாவட்டம் - 639002. 4) எஸ். அருள் பெரியார் நகர், ஆண்டாங்கோவில், கரூர் மாவட்டம் - 639002. 5) எஸ். ஜீவானந்தம் 99/2, மண்மங்கலம் தாலுகா, கரூர் மாவட்டம் - 639002. xyxy=(780,1334,1127,1424)
section xyxy=(1145,398,1491,580)
appointment-paragraph: அமைப்பாளர் - ஆர். மாணிக்கம் முந்தாகவுண்டனூர், கீரனூர் அஞ்சல், கடவூர் தாலுகா, கரூர் மாவட்டம் - 621301. xyxy=(1145,236,1491,265)
appointment-paragraph: துணை அமைப்பாளர்கள் - 1) எம். கலைச்செல்வன் திருச்சாப்பட்டி, குளித்தலை தாலுகா, கரூர் மாவட்டம் - 639107. 2) ஏ. சக்திகுமார் திருச்சாப்பூர், குளித்தலை தாலுகா, கரூர் மாவட்டம் - 639107. 3) எம். சிவப்பிரகாசம் கூடலூர், கரூர் மாவட்டம் - 639107. 4) எஸ். முருகேசன் கீழத்தண்ணீர்பள்ளி, குளித்தலை, கரூர் மாவட்டம் - 639107. 5) பி. ராஜேந்திரன் வைகைநல்லூர், கரூர் மாவட்டம் - 639107. xyxy=(1145,1022,1491,1128)
appointment-paragraph: துணை அமைப்பாளர்கள் - 1) கோ. ரவீந்திரன் எண். 9, ராகவேந்திரா தெரு, ஸ்ரீதேவி நகர், திருமுல்லைவாயில், சென்னை - 600062. 2) ஆ. உத்தரகுமார் எண். 9/1, சோழம்பேடு ரோடு, திருமுல்லைவாயில், சென்னை - 600062. 3) லெனின் எண். 6, வேடிர தெரு, திருவள்ளுவர் நகர், ஆவடி, சென்னை - 600062. 4) எல். காந்த் எண். 7/10, பத்மாவதி நகர், ஆவடி, சென்னை - 600062. xyxy=(416,1169,762,1259)
appointment-paragraph: துணை அமைப்பாளர்கள் - 1) பாலமுருகன் மாரியம்மன் கோவில் தெரு, சாயல்குடி, கடலாடி வட்டம், இராமநாதபுரம். 2) உதயசூரியன் மாரியம்மன் கோவில் தெரு, சாயல்குடி, கடலாடி வட்டம், இராமநாதபுரம். 3) அந்தோணி மாரியம்மன் கோவில் தெரு, சாயல்குடி, கடலாடி வட்டம், இராமநாதபுரம். xyxy=(50,1015,398,1090)
section-heading: க. பரமத்தி மேற்கு ஒன்றியம் xyxy=(480,2246,698,2266)
page-number: XIV xyxy=(45,40,86,81)
section-heading: திருவள்ளூர் வடக்கு ஒன்றியம் xyxy=(109,1796,338,1816)
section xyxy=(416,1110,762,1261)
appointment-paragraph: அமைப்பாளர் - எம். பழனிசாமி 39, திருவள்ளுவர் தெரு, வாங்கல் குப்புச்சிபாளையம், வாங்கல் அஞ்சல், மண்மங்கலம் தாலுகா, கரூர் மாவட்டம் - 639116. xyxy=(780,954,1127,999)
section xyxy=(50,1608,398,1790)
section-heading: தோகைமலை மேற்கு ஒன்றியம் xyxy=(1200,1323,1436,1343)
appointment-paragraph: அமைப்பாளர் - த. சேகர் 108, சுங்ககேட், கிருஷ்ணராயபுரம் தாலுகா, கரூர் மாவட்டம் - 639102. xyxy=(780,1458,1127,1486)
appointment-paragraph: அமைப்பாளர் - ப. மூர்த்தி எண். 1/106/பி, மாரியம்மன் கோவில் தெரு, திருவள்ளூர் மாவட்டம் - 602025. xyxy=(50,1461,398,1490)
section xyxy=(50,462,398,567)
appointment-paragraph: அமைப்பாளர் - இராமர் மாரியம்மன் கோவில் தெரு, சாயல்குடி, கடலாடி வட்டம், இராமநாதபுரம். xyxy=(50,981,398,1010)
appointment-paragraph: அமைப்பாளர் - டி. மாரிமுத்து 125-28, டேனிஸ் நகர், தடாகேசலி, புங்கம்பாடி அஞ்சல், அரவக்குறிச்சி தாலுகா, கரூர் மாவட்டம் - 639201. xyxy=(416,1693,762,1737)
dateline: சென்னை 28.09.2025 xyxy=(1259,47,1496,72)
appointment-paragraph: துணை அமைப்பாளர்கள் - 1) ச. சிவலிங்கம் 1/8, சோமம்பாளையம், தோகைமலை, குளித்தலை தாலுகா, கரூர் மாவட்டம் - 639102. 2) ஏ. முருகன் 1/2, திம்மாச்சிபுரம், குளித்தலை தாலுகா, கரூர் மாவட்டம் - 639104. 3) சி. ரவி 2/163, வடக்கு குமாரமங்கலம், குளித்தலை தாலுகா, கரூர் மாவட்டம் - 639107. 4) ஆறுமுகம் 194, திருச்சாப்பட்டி, குளித்தலை தாலுகா, கரூர் மாவட்டம் - 639107. 5) எஸ். கதிரேசன் 2, அண்ணா நகர், குளித்தலை தாலுகா, கரூர் மாவட்டம் - 639104. xyxy=(1145,834,1491,955)
section xyxy=(416,1455,762,1621)
column-4 xyxy=(1138,184,1496,2332)
section xyxy=(1145,1842,1491,1977)
section xyxy=(50,336,398,456)
section-heading: கரூர் வடக்கு ஒன்றியம் xyxy=(866,928,1040,948)
appointment-paragraph: துணை அமைப்பாளர்கள் - 1) சசிகுமார் ஆர்.எஸ். மங்கலம், இராமநாதபுரம். 2) பதுருதீன் புரக்கூர் தெரு, ஆர்.எஸ். மங்கலம், இராமநாதபுரம். 3) சாதிக் அலி பள்ளிவாசல் தெரு, ஆர்.எஸ். மங்கலம், இராமநாதபுரம். xyxy=(50,633,398,692)
section xyxy=(1145,188,1491,203)
appointment-paragraph: அமைப்பாளர் - ஜெ. குணசேகரன் எண். 11, எஸ்.ஆர்.எம். சாலை டி.ஐ. எஸ்.ஐ. நகர், ஆவடி, சென்னை - 600054. xyxy=(416,1481,762,1510)
appointment-paragraph: அமைப்பாளர் - க. எஸ். குமார் 2/4 - சீ. ஆ. ஜிர் சீ. சுட்டூர் அஞ்சல், புகளூர் தாலுகா, கரூர் மாவட்டம் - 639206. xyxy=(416,2273,762,2302)
appointment-paragraph: அமைப்பாளர் - ஆர். மோத்தா 1/74, பெருமாள் கோவில் தெரு, வீரராகவபுரம், திருவள்ளூர் மாவட்டம் - 602021. xyxy=(50,1634,398,1663)
section-heading: ஆவடி வடக்கு பகுதி xyxy=(510,1266,668,1286)
appointment-paragraph: அமைப்பாளர் - எஸ். முகம்மது ஜான் இஸ்மாயில் சாகிப் பஜார், ஆர்.எஸ். மங்கலம் இராமநாதபுரம். xyxy=(50,599,398,628)
section-heading: திருவள்ளூர் மேற்கு ஒன்றியம் xyxy=(111,1608,336,1628)
section xyxy=(416,921,762,1103)
appointment-paragraph: துணை அமைப்பாளர்கள் - 1) எம். சீனிவாசன் 1/50, புங்கை கடம்பர் அஞ்சல், கரூர் மாவட்டம் - 639116. 2) ஆர். சேகர், மண்மங்கலம் தாலுகா, கரூர் மாவட்டம் - 639113. 3) எஸ். நல்லுசாமி, 6/123, அம்பேத்கர் நகர், செவ்வந்திபாளையம், மண்மங்கலம் தாலுகா, கரூர் மாவட்டம் - 639116. 4) சி. ரமேஷ் பாலம்பட்டி, மண்மங்கலம் தாலுகா, கரூர் மாவட்டம் - 639116. 5) பி. அருணா தேவி, மண்மங்கலம் தாலுகா, கரூர் மாவட்டம் - 639008. xyxy=(780,1004,1127,1110)
section xyxy=(50,1224,398,1256)
section-heading: புகளூர் நகரம் xyxy=(1267,1511,1369,1531)
appointment-paragraph: துணை அமைப்பாளர்கள் - 1) வி. கோதண்டன் 38, ராமகிருஷ்ணர் நகர், புட்லூர், திருவள்ளூர் மாவட்டம். 2) கோதண்டபாணி டாக்டர் அம்பேத்கர் தெரு, ஆரணி, திருவள்ளூர் மாவட்டம். 3) என். கார்த்திக் 41, லட்சுமி நகர், காக்களூர், திருவள்ளூர் மாவட்டம். 4) எஸ். புருஷோத்தமன் 53, விநாயகர் கோவில் தெரு, கயலாங்குப்பம், திருவள்ளூர் மாவட்டம். 5) எஸ். ஜான்சன் 1/71, காமராஜர் தெரு, திருவள்ளூர் மாவட்டம் - 602025. 6) வி. முனுசாமி 3/37 பி. அருணாச்சலபுரம் தெரு, காக்களூர், திருவள்ளூர் - 602003. xyxy=(50,1667,398,1789)
appointment-paragraph: அமைப்பாளர் - ஆர். மஸ்மூதீனே அந்தோனியார் தெரு, கமுதி, இராமநாதபுரம். xyxy=(50,852,398,881)
section xyxy=(416,1628,762,1661)
section-heading: க. பரமத்தி வடக்கு ஒன்றியம் xyxy=(843,318,1063,338)
section xyxy=(416,740,762,876)
continued-to-box: தொடர்ச்சி XV -ஆம் பக்கம் xyxy=(1304,2328,1517,2361)
section xyxy=(780,318,1127,499)
appointment-paragraph: அமைப்பாளர் - எம். கதிரவன் எண். 8, அம்பேத்கர் தெரு, உறவலை, திருமழிசை திருவள்ளூர் மாவட்டம். xyxy=(416,766,762,795)
appointment-paragraph: அமைப்பாளர் - சக்தி மோகன் 15/40, மறவர் தெரு, முதுகுளத்தூர், இராமநாதபுரம். xyxy=(50,1123,398,1152)
appointment-paragraph: கரூர் மாவட்டம் - 621313. xyxy=(1145,189,1282,202)
appointment-paragraph: துணை அமைப்பாளர்கள் - 1) ஆர். குமார் 14 - குப்பக்கவுண்டன் xyxy=(416,2306,740,2320)
section xyxy=(50,1954,398,2104)
section-heading: கரூர் மேற்கு ஒன்றியம் xyxy=(868,756,1038,775)
